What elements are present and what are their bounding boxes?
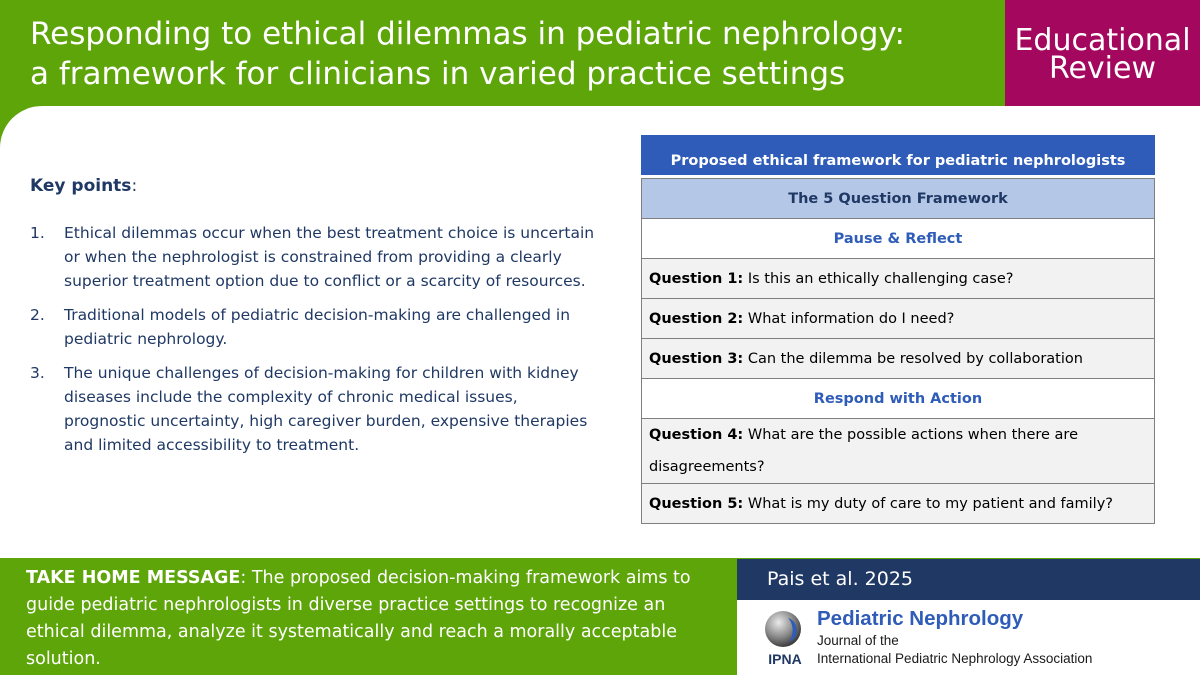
title-line-1: Responding to ethical dilemmas in pediatric nephrology: (30, 16, 905, 52)
question-text: Can the dilemma be resolved by collaboration (743, 350, 1083, 367)
table-row (642, 219, 1155, 259)
key-points-heading (30, 176, 137, 196)
key-point-text: The unique challenges of decision-making for children with kidney diseases include the complexity of chronic medical issues, prognostic uncertainty, high caregiver burden, expensive therapies and limited accessibility to treatment. (64, 364, 588, 454)
question-text: What information do I need? (743, 310, 955, 327)
section-respond-action: Respond with Action (642, 379, 1155, 419)
table-row (642, 259, 1155, 299)
question-text: What is my duty of care to my patient and family? (743, 495, 1113, 512)
key-points-list (30, 221, 595, 467)
framework-box (641, 135, 1155, 524)
framework-subheading: The 5 Question Framework (642, 179, 1155, 219)
citation-text: Pais et al. 2025 (767, 568, 913, 590)
section-pause-reflect: Pause & Reflect (642, 219, 1155, 259)
ipna-logo-text: IPNA (768, 651, 802, 667)
question-1 (642, 259, 1155, 299)
table-row (642, 179, 1155, 219)
framework-table (641, 178, 1155, 524)
question-5 (642, 484, 1155, 524)
page-title (30, 14, 990, 94)
take-home-message (26, 565, 726, 673)
journal-subtitle-1: Journal of the (817, 633, 899, 648)
table-row (642, 339, 1155, 379)
key-point-item (30, 221, 595, 293)
question-label: Question 4: (649, 427, 744, 443)
key-points-heading-text: Key points (30, 176, 132, 196)
question-4 (642, 419, 1155, 484)
badge-line-2: Review (1048, 51, 1157, 86)
badge-line-1: Educational (1014, 23, 1191, 58)
question-label: Question 3: (649, 350, 744, 367)
key-point-number: 2. (30, 306, 45, 324)
key-point-number: 1. (30, 224, 45, 242)
framework-heading: Proposed ethical framework for pediatric nephrologists (641, 135, 1155, 175)
question-label: Question 5: (649, 495, 744, 512)
table-row (642, 299, 1155, 339)
take-home-text: : The proposed decision-making framework aims to guide pediatric nephrologists in diverse practice settings to recognize an ethical dilemma, analyze it systematically and reach a morally acceptable solution. (26, 568, 691, 669)
question-text: Is this an ethically challenging case? (743, 270, 1014, 287)
table-row (642, 484, 1155, 524)
journal-subtitle-2: International Pediatric Nephrology Association (817, 651, 1093, 666)
ipna-logo-icon (761, 609, 809, 669)
take-home-label: TAKE HOME MESSAGE (26, 568, 241, 588)
question-label: Question 1: (649, 270, 744, 287)
key-point-item (30, 303, 595, 351)
table-row (642, 419, 1155, 484)
key-point-text: Ethical dilemmas occur when the best treatment choice is uncertain or when the nephrologist is constrained from providing a clearly superior treatment option due to conflict or a scarcity of resources. (64, 224, 595, 290)
question-label: Question 2: (649, 310, 744, 327)
key-point-text: Traditional models of pediatric decision-making are challenged in pediatric nephrology. (64, 306, 571, 348)
key-point-number: 3. (30, 364, 45, 382)
question-3 (642, 339, 1155, 379)
key-point-item (30, 361, 595, 457)
question-2 (642, 299, 1155, 339)
journal-name: Pediatric Nephrology (817, 607, 1024, 630)
question-text: What are the possible actions when there are disagreements? (649, 427, 1078, 475)
journal-block (737, 600, 1200, 675)
citation-bar (737, 559, 1200, 600)
article-type-badge (1005, 0, 1200, 106)
title-line-2: a framework for clinicians in varied practice settings (30, 56, 846, 92)
table-row (642, 379, 1155, 419)
key-points-colon: : (131, 176, 138, 196)
